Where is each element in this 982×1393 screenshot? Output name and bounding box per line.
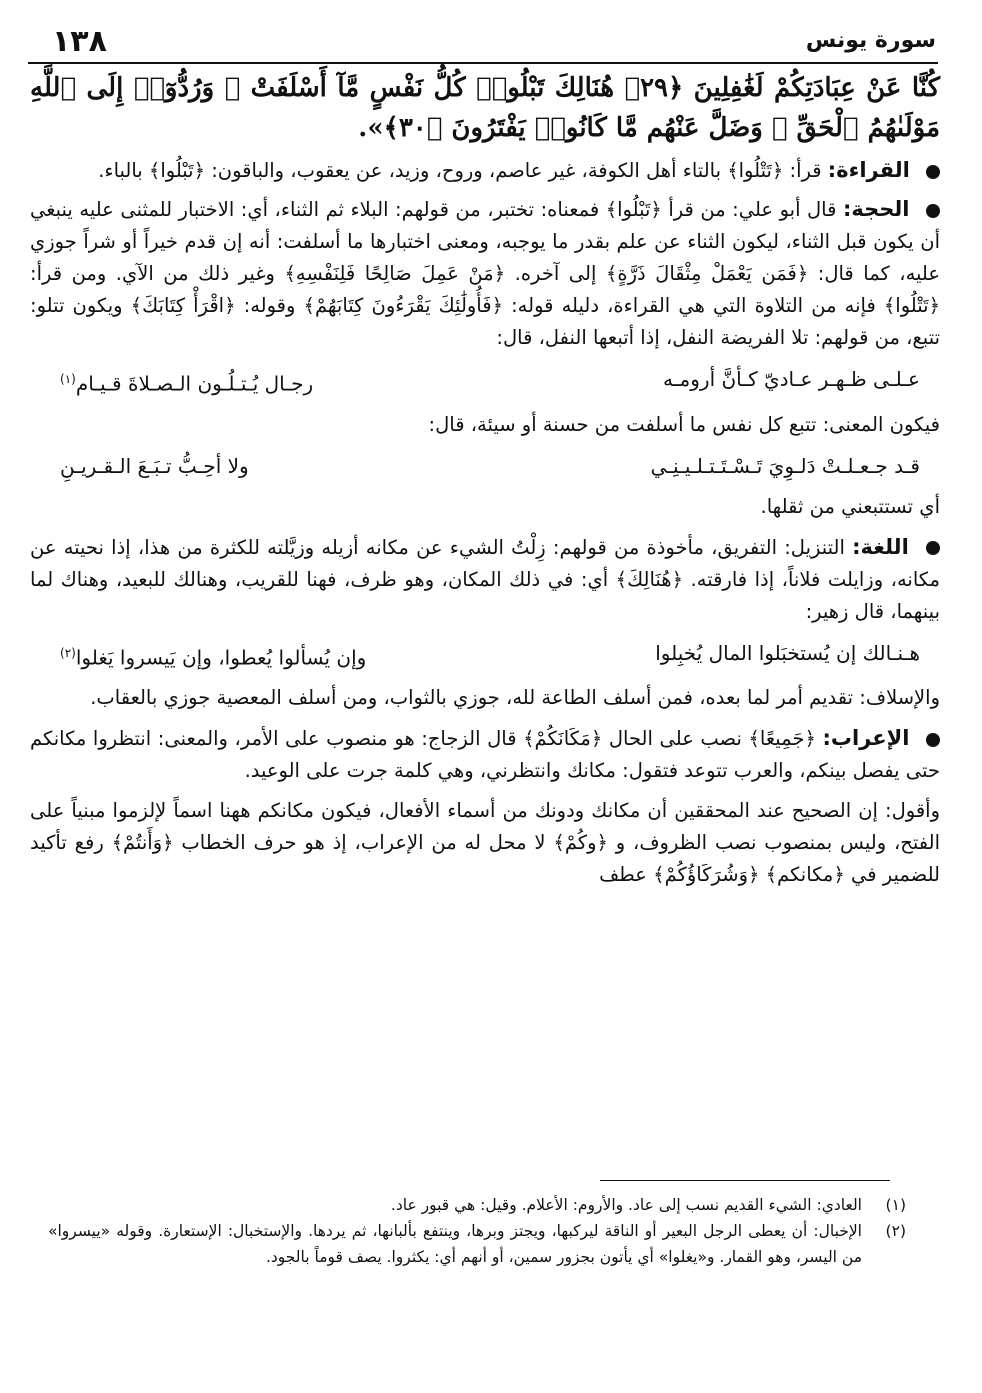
verse-text: كُنَّا عَنْ عِبَادَتِكُمْ لَغَٰفِلِينَ ﴿٢٩﴾ هُنَالِكَ تَبْلُوا۟ كُلُّ نَفْسٍ مَّآ أَسْلَفَتْ ۚ وَرُدُّوٓا۟ إِلَى ٱللَّهِ مَوْلَىٰهُمُ ٱلْحَقِّ ۖ وَضَلَّ عَنْهُم مَّا كَانُوا۟ يَفْتَرُونَ ﴿٣٠﴾». [30,73,940,143]
poem-3-second-hemistich [60,630,366,681]
hujja-heading: الحجة: [842,197,910,221]
hujja-text-2: فيكون المعنى: تتبع كل نفس ما أسلفت من حسنة أو سيئة، قال: [428,412,940,436]
page-body [30,68,940,891]
footnote-text: العادي: الشيء القديم نسب إلى عاد. والأروم: الأعلام. وقيل: هي قبور عاد. [390,1196,862,1214]
footnote-2 [48,1218,906,1270]
qiraa-text: قرأ: ﴿تَتْلُوا﴾ بالتاء أهل الكوفة، غير عاصم، وروح، وزيد، عن يعقوب، والباقون: ﴿تَبْلُوا﴾ بالباء. [98,159,822,182]
page-header [28,22,938,64]
poem-1-first-hemistich: عـلـى ظـهـر عـاديّ كـأنَّ أرومـه [662,367,920,391]
bullet-icon [926,733,940,747]
poem-1-second-text: رجـال يُـتـلُـون الـصـلاةَ قـيـام [75,371,314,396]
qiraa-section [30,154,940,187]
surah-title: سورة يونس [805,28,936,53]
poem-3-second-text: وإن يُسألوا يُعطوا، وإن يَيسروا يَغلوا [75,645,367,670]
poem-2-second-hemistich: ولا أحِـبُّ تـبَـعَ الـقـريـنِ [60,453,249,478]
hujja-text: قال أبو علي: من قرأ ﴿تَبْلُوا﴾ فمعناه: تختبر، من قولهم: البلاء ثم الثناء، أي: الاختبار للمثنى عليه ينبغي أن يكون قبل الثناء، ليكون الثناء عن علم بقدر ما يوجبه، ومعنى اختبارها ما أسلفت: أنه إن قدم خيراً أو شراً جوزي عليه، كما قال: ﴿فَمَن يَعْمَلْ مِثْقَالَ ذَرَّةٍ﴾ إلى آخره. ﴿مَنْ عَمِلَ صَالِحًا فَلِنَفْسِهِ﴾ وغير ذلك من الآي. ومن قرأ: ﴿تَتْلُوا﴾ فإنه من التلاوة التي هي القراءة، دليله قوله: ﴿فَأُولَٰئِكَ يَقْرَءُونَ كِتَابَهُمْ﴾ وقوله: ﴿اقْرَأْ كِتَابَكَ﴾ ويكون تتلو: تتبع، من قولهم: تلا الفريضة النفل، إذا أتبعها النفل، قال: [30,198,940,349]
poem-verse-1 [30,356,940,407]
footnote-ref-1: (١) [60,372,76,386]
aqool-text: وأقول: إن الصحيح عند المحققين أن مكانك ودونك من أسماء الأفعال، فيكون مكانكم ههنا اسماً لإلزموا مبنياً على الفتح، وليس بمنصوب نصب الظروف، و ﴿وكُمْ﴾ لا محل له من الإعراب، إذ هو حرف الخطاب ﴿وَأَنتُمْ﴾ رفع تأكيد للضمير في ﴿مكانكم﴾ ﴿وَشُرَكَاؤُكُمْ﴾ عطف [30,799,940,887]
bullet-icon [926,165,940,179]
quran-verse [30,68,940,148]
footnote-1 [48,1192,906,1218]
aqool-section [30,795,940,891]
poem-3-first-hemistich: هـنـالك إن يُستخبَلوا المال يُخبِلوا [655,640,920,665]
hujja-text-3: أي تستتبعني من ثقلها. [760,494,940,518]
lugha-section [30,531,940,628]
bullet-icon [926,204,940,218]
poem-verse-2 [30,443,940,489]
lugha-text: التنزيل: التفريق، مأخوذة من قولهم: زِلْتُ الشيء عن مكانه أزيله وزيَّلته للكثرة من هذا، إذا نحيته عن مكانه، وزايلت فلاناً، إذا فارقته. ﴿هُنَالِكَ﴾ أي: في ذلك المكان، وهو ظرف، فهنا للقريب، وهنالك للبعيد، وهناك لما بينهما، قال زهير: [30,535,940,623]
footnotes [48,1192,906,1270]
lugha-text-2: والإسلاف: تقديم أمر لما بعده، فمن أسلف الطاعة لله، جوزي بالثواب، ومن أسلف المعصية جوزي بالعقاب. [90,686,940,710]
hujja-continuation-2 [30,491,940,523]
bullet-icon [926,541,940,555]
poem-1-second-hemistich [60,356,313,407]
footnote-ref-2: (٢) [60,645,76,660]
footnote-number: (١) [885,1196,906,1214]
irab-text: ﴿جَمِيعًا﴾ نصب على الحال ﴿مَكَانَكُمْ﴾ قال الزجاج: هو منصوب على الأمر، والمعنى: انتظروا مكانكم حتى يفصل بينكم، والعرب تتوعد فتقول: مكانك وانتظرني، وهي كلمة جرت على الوعيد. [30,727,940,783]
footnote-divider [600,1180,890,1181]
hujja-section [30,193,940,354]
footnote-number: (٢) [885,1222,906,1240]
irab-section [30,722,940,787]
poem-verse-3 [30,630,940,681]
qiraa-heading: القراءة: [827,158,910,182]
lugha-continuation [30,682,940,714]
poem-2-first-hemistich: قـد جـعـلـتْ دَلـوِيَ تَـسْـتَـتـلـيـنِـي [650,453,920,478]
hujja-continuation [30,409,940,441]
footnote-text: الإخبال: أن يعطى الرجل البعير أو الناقة ليركبها، ويجتز وبرها، وينتفع بألبانها، ثم يردها. والإستخبال: الإستعارة. وقوله «ييسروا» من اليسر، وهو القمار. و«يغلوا» أي يأتون بجزور سمين، أو أنهم أي: يكثروا. يصف قوماً بالجود. [48,1222,862,1266]
irab-heading: الإعراب: [822,726,910,751]
page-number: ١٣٨ [52,24,107,59]
lugha-heading: اللغة: [852,534,909,559]
